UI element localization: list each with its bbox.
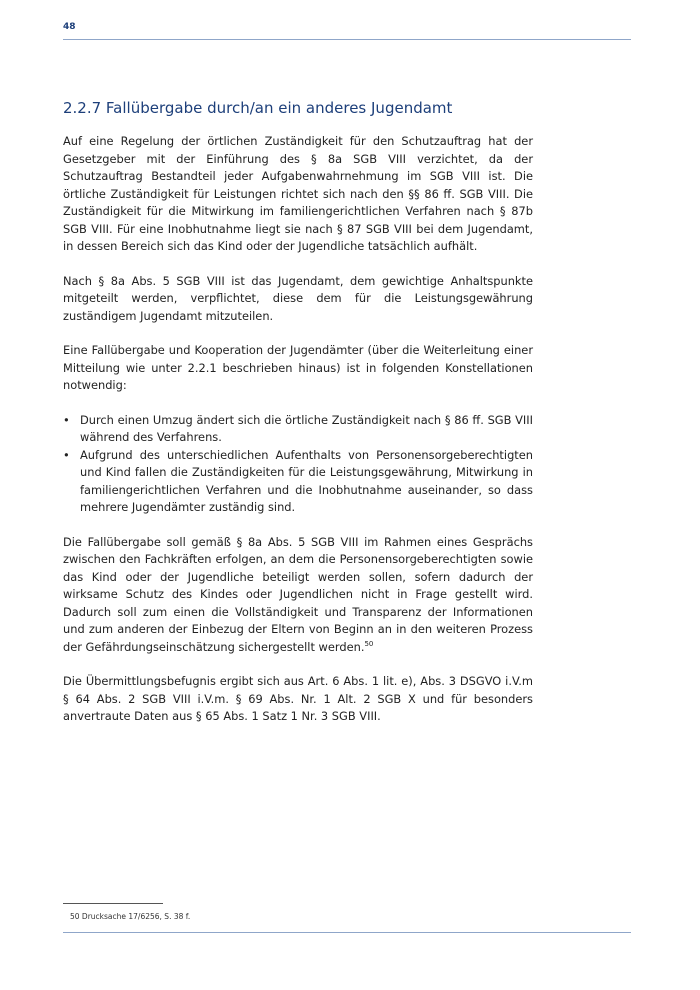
header-divider [63,39,631,40]
footnote: 50 Drucksache 17/6256, S. 38 f. [70,912,191,921]
list-item [63,447,533,517]
list-item-text: Aufgrund des unterschiedlichen Aufenthalts von Personensorgeberechtigten und Kind fallen die Zuständigkeiten für die Leistungsgewährung, Mitwirkung in familiengerichtlichen Verfahren und die Inobhutnahme auseinander, so dass mehrere Jugendämter zuständig sind. [80,447,533,514]
paragraph-1: Auf eine Regelung der örtlichen Zuständigkeit für den Schutzauftrag hat der Gesetzgeber mit der Einführung des § 8a SGB VIII verzichtet, da der Schutzauftrag Bestandteil jeder Aufgabenwahrnehmung im SGB VIII ist. Die örtliche Zuständigkeit für Leistungen richtet sich nach den §§ 86 ff. SGB VIII. Die Zuständigkeit für die Mitwirkung im familiengerichtlichen Verfahren nach § 87b SGB VIII. Für eine Inobhutnahme liegt sie nach § 87 SGB VIII bei dem Jugendamt, in dessen Bereich sich das Kind oder der Jugendliche tatsächlich aufhält. [63,134,533,253]
page-number: 48 [63,22,76,32]
footer-divider [63,932,631,933]
bullet-icon: • [63,447,70,462]
paragraph-2: Nach § 8a Abs. 5 SGB VIII ist das Jugendamt, dem gewichtige Anhaltspunkte mitgeteilt werden, verpflichtet, diese dem für die Leistungsgewährung zuständigem Jugendamt mitzuteilen. [63,273,533,323]
bullet-icon: • [63,412,70,427]
list-item [63,412,533,447]
paragraph-3: Eine Fallübergabe und Kooperation der Jugendämter (über die Weiterleitung einer Mitteilung wie unter 2.2.1 beschrieben hinaus) ist in folgenden Konstellationen notwendig: [63,343,533,392]
paragraph-5: Die Übermittlungsbefugnis ergibt sich aus Art. 6 Abs. 1 lit. e), Abs. 3 DSGVO i.V.m § 64 Abs. 2 SGB VIII i.V.m. § 69 Abs. Nr. 1 Alt. 2 SGB X und für besonders anvertraute Daten aus § 65 Abs. 1 Satz 1 Nr. 3 SGB VIII. [63,674,533,723]
main-content [63,98,533,743]
section-heading: 2.2.7 Fallübergabe durch/an ein anderes Jugendamt [63,99,453,117]
paragraph-4 [63,534,533,657]
bullet-list [63,412,533,517]
footnote-reference[interactable]: 50 [364,639,374,648]
footnote-divider [63,903,163,904]
paragraph-4-text: Die Fallübergabe soll gemäß § 8a Abs. 5 SGB VIII im Rahmen eines Gesprächs zwischen den Fachkräften erfolgen, an dem die Personensorgeberechtigten sowie das Kind oder der Jugendliche beteiligt werden sollen, sofern dadurch der wirksame Schutz des Kindes oder Jugendlichen nicht in Frage gestellt wird. Dadurch soll zum einen die Vollständigkeit und Transparenz der Informationen und zum anderen der Einbezug der Eltern von Beginn an in den weiteren Prozess der Gefährdungseinschätzung sichergestellt werden. [63,534,533,654]
list-item-text: Durch einen Umzug ändert sich die örtliche Zuständigkeit nach § 86 ff. SGB VIII während des Verfahrens. [80,412,533,444]
